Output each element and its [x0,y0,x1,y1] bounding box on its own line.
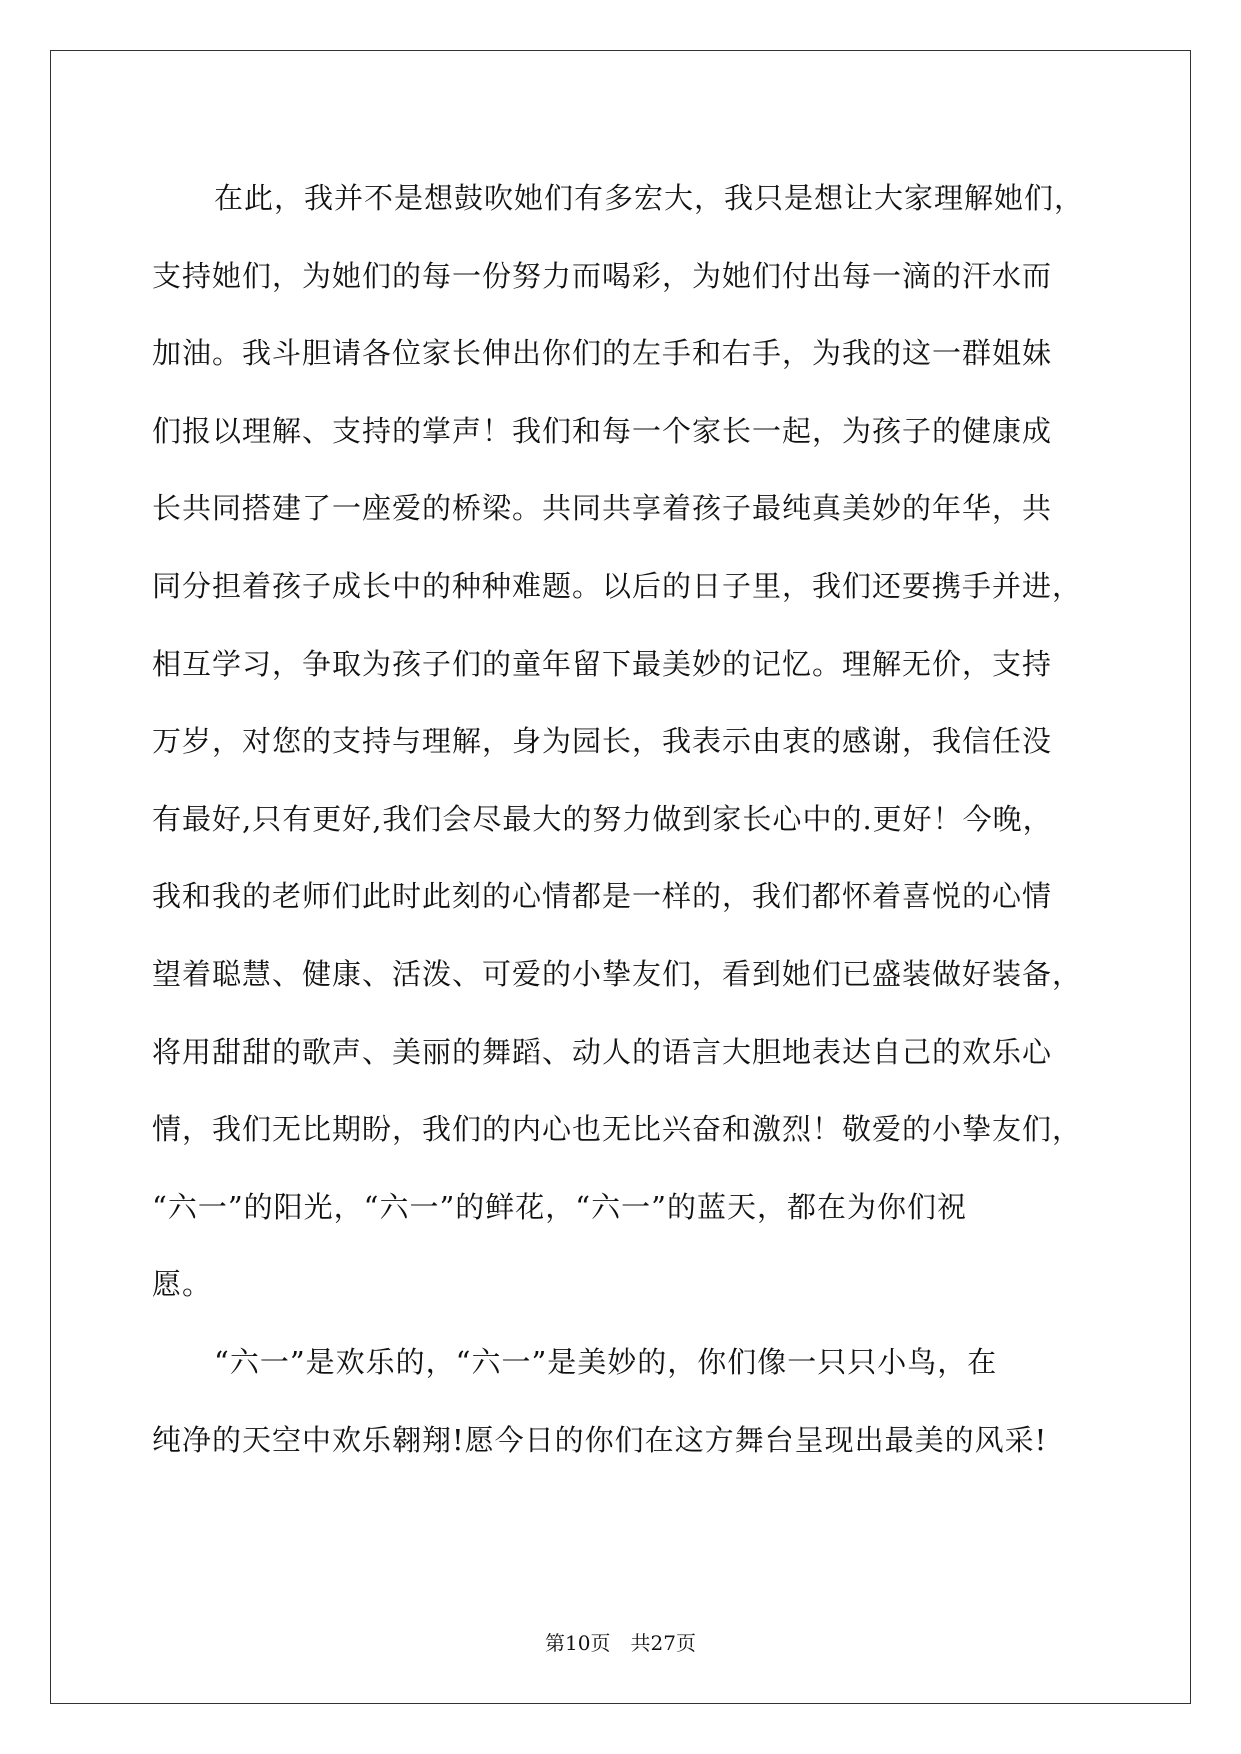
paragraph-1-line-8: 万岁，对您的支持与理解，身为园长，我表示由衷的感谢，我信任没 [152,724,1053,759]
page-number-footer: 第10页 共27页 [545,1631,696,1655]
paragraph-1-line-2: 支持她们，为她们的每一份努力而喝彩，为她们付出每一滴的汗水而 [152,258,1053,293]
paragraph-1-line-9: 有最好,只有更好,我们会尽最大的努力做到家长心中的.更好！今晚， [152,801,1053,836]
paragraph-1-line-13: 情，我们无比期盼，我们的内心也无比兴奋和激烈！敬爱的小挚友们， [152,1112,1083,1147]
paragraph-1-line-6: 同分担着孩子成长中的种种难题。以后的日子里，我们还要携手并进， [152,568,1083,603]
paragraph-1-line-7: 相互学习，争取为孩子们的童年留下最美妙的记忆。理解无价，支持 [152,646,1053,681]
paragraph-2-line-1: “六一”是欢乐的，“六一”是美妙的，你们像一只只小鸟，在 [214,1344,998,1379]
paragraph-2-line-2: 纯净的天空中欢乐翱翔!愿今日的你们在这方舞台呈现出最美的风采! [152,1422,1048,1457]
paragraph-1-line-11: 望着聪慧、健康、活泼、可爱的小挚友们，看到她们已盛装做好装备， [152,956,1083,991]
paragraph-1-line-4: 们报以理解、支持的掌声！我们和每一个家长一起，为孩子的健康成 [152,413,1053,448]
paragraph-1-line-14: “六一”的阳光，“六一”的鲜花，“六一”的蓝天，都在为你们祝 [152,1189,967,1224]
paragraph-1-line-10: 我和我的老师们此时此刻的心情都是一样的，我们都怀着喜悦的心情 [152,879,1053,914]
paragraph-1-line-12: 将用甜甜的歌声、美丽的舞蹈、动人的语言大胆地表达自己的欢乐心 [152,1034,1053,1069]
paragraph-1-line-1: 在此，我并不是想鼓吹她们有多宏大，我只是想让大家理解她们， [214,181,1085,215]
paragraph-1-line-3: 加油。我斗胆请各位家长伸出你们的左手和右手，为我的这一群姐妹 [152,336,1053,371]
paragraph-1-line-15: 愿。 [152,1267,213,1302]
paragraph-1-line-5: 长共同搭建了一座爱的桥梁。共同共享着孩子最纯真美妙的年华，共 [152,491,1053,526]
document-body [152,160,1092,1479]
